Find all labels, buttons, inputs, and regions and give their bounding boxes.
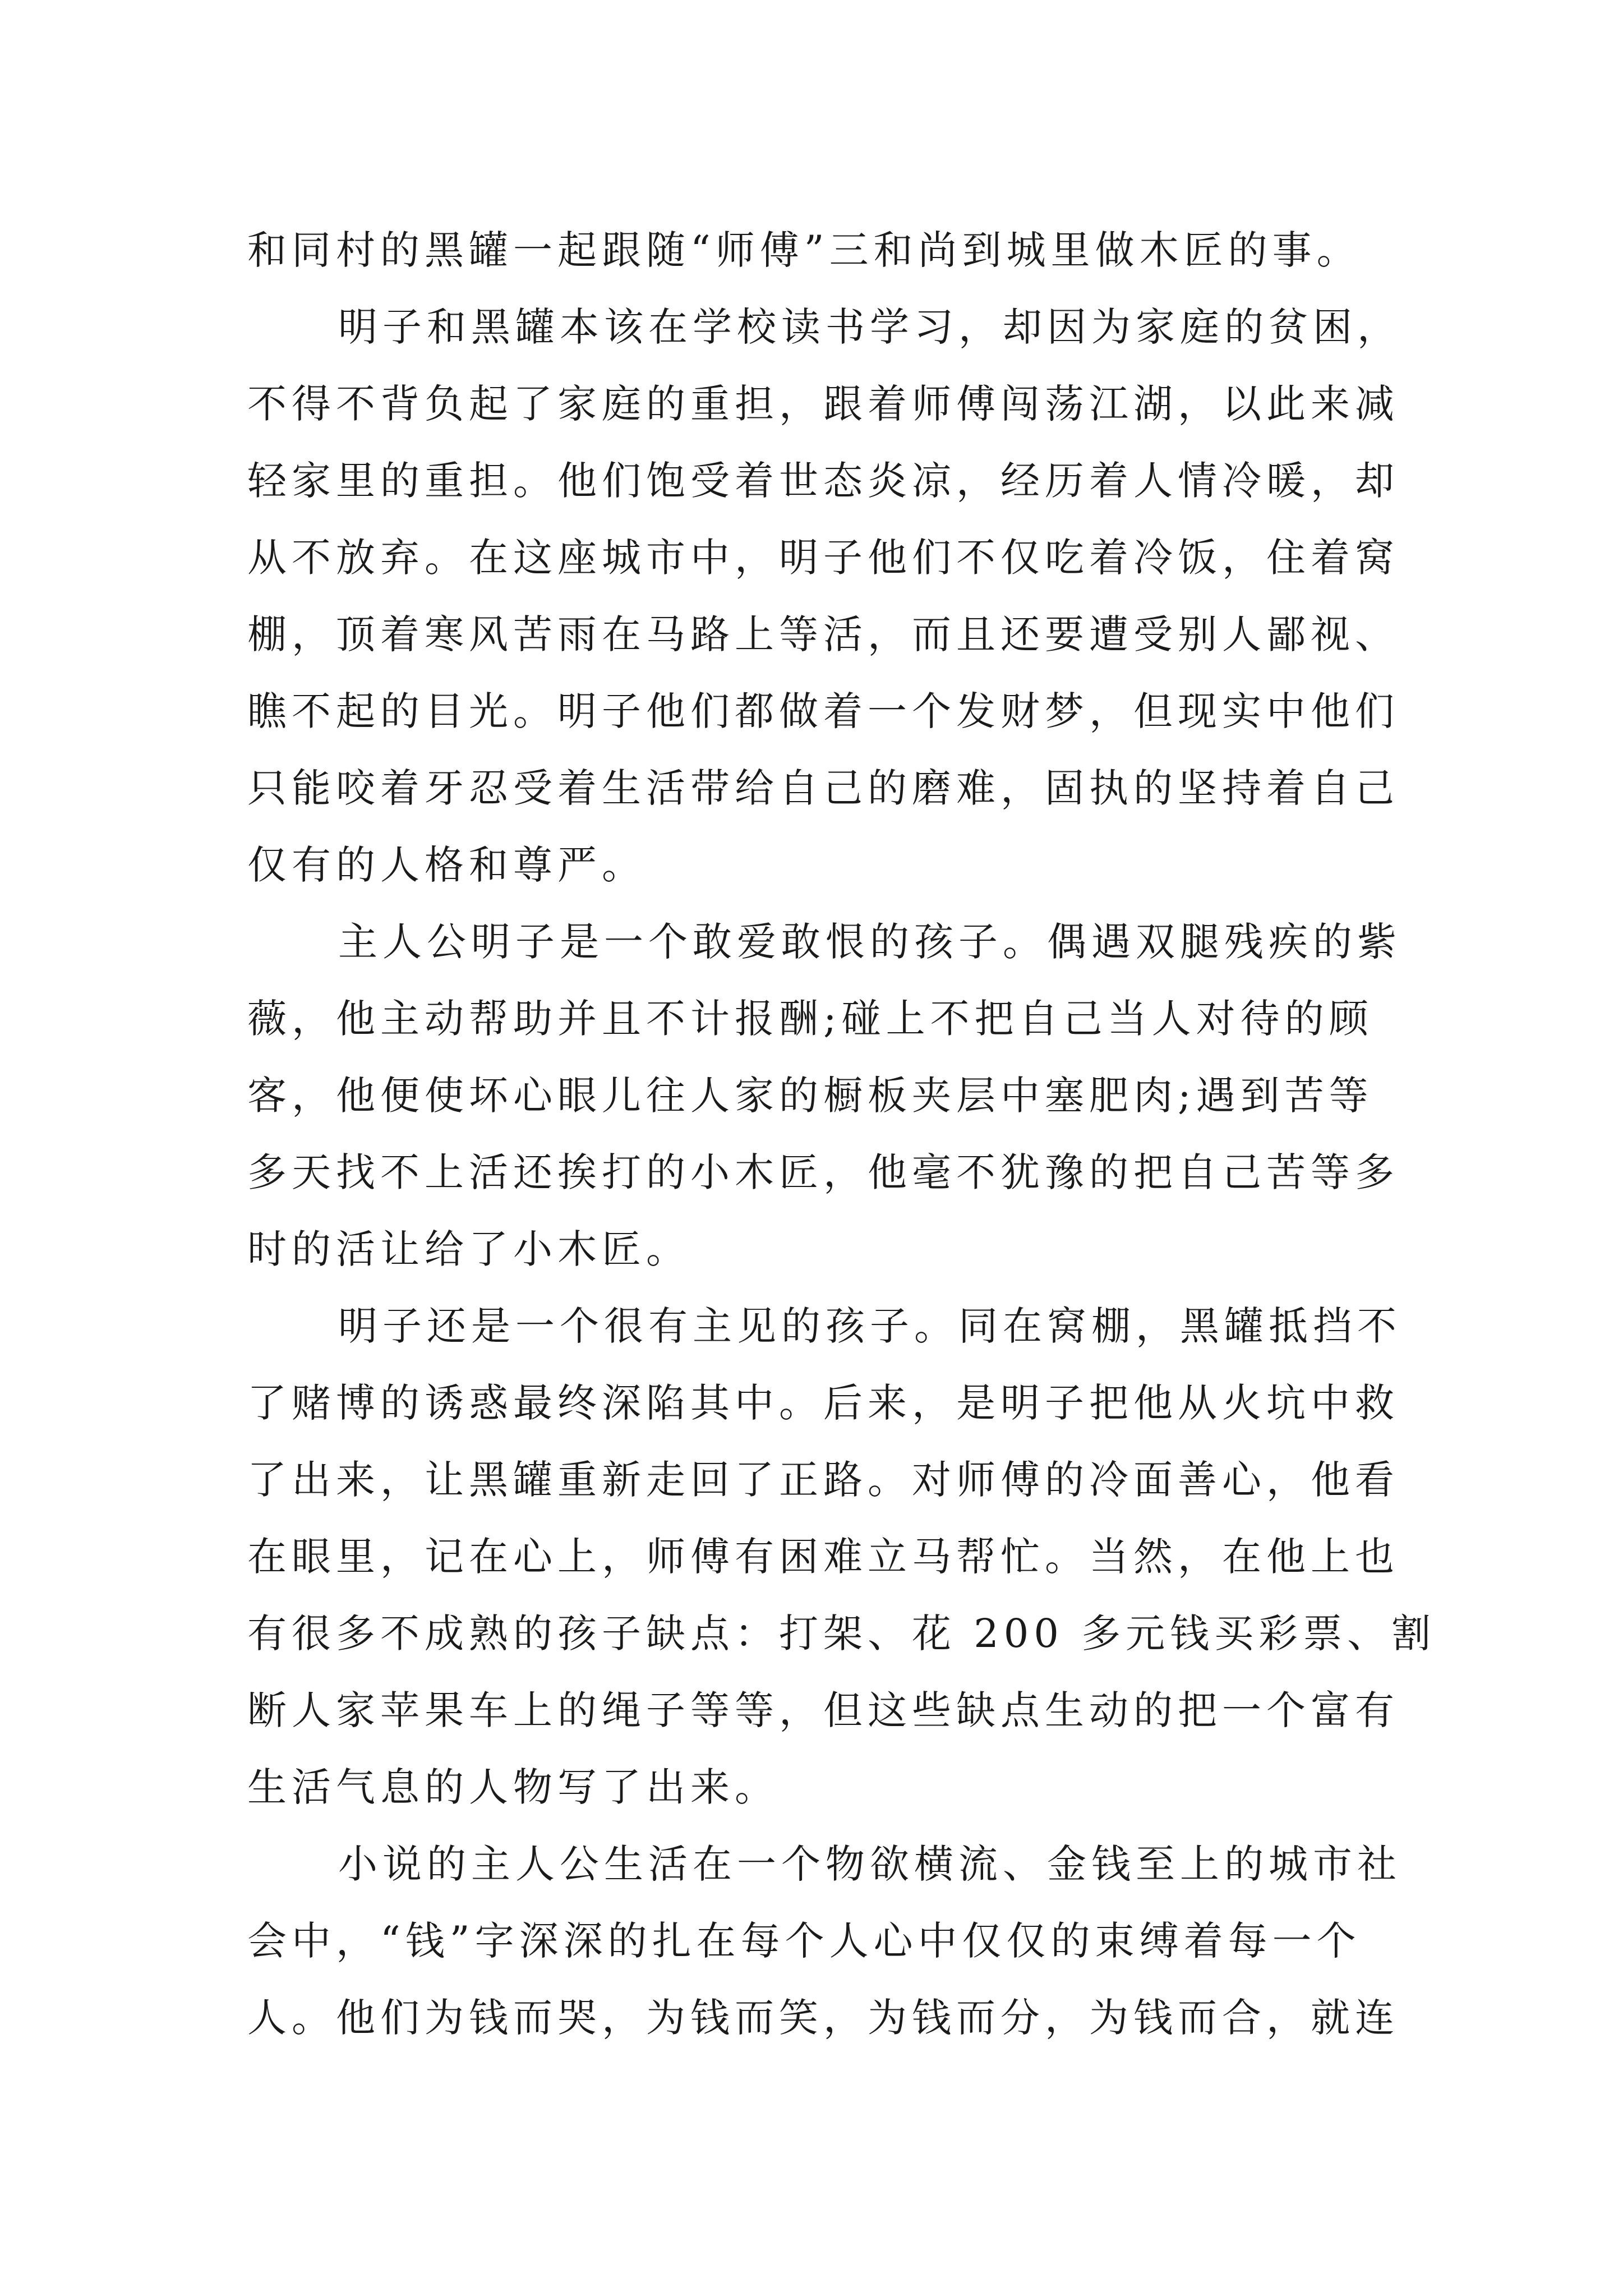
paragraph-start-line: 明子和黑罐本该在学校读书学习，却因为家庭的贫困， — [338, 304, 1401, 350]
text-line: 客，他便使坏心眼儿往人家的橱板夹层中塞肥肉;遇到苦等 — [247, 1073, 1373, 1119]
text-line: 人。他们为钱而哭，为钱而笑，为钱而分，为钱而合，就连 — [247, 1995, 1399, 2041]
text-line: 只能咬着牙忍受着生活带给自己的磨难，固执的坚持着自己 — [247, 765, 1399, 811]
text-line: 时的活让给了小木匠。 — [247, 1226, 690, 1272]
body-text — [247, 212, 1436, 2056]
text-line: 会中，“钱”字深深的扎在每个人心中仅仅的束缚着每一个 — [247, 1918, 1361, 1964]
text-line: 生活气息的人物写了出来。 — [247, 1764, 779, 1810]
text-line: 仅有的人格和尊严。 — [247, 842, 646, 888]
text-line: 有很多不成熟的孩子缺点：打架、花 200 多元钱买彩票、割 — [247, 1611, 1436, 1657]
text-line: 不得不背负起了家庭的重担，跟着师傅闯荡江湖，以此来减 — [247, 381, 1399, 427]
text-line: 在眼里，记在心上，师傅有困难立马帮忙。当然，在他上也 — [247, 1534, 1399, 1580]
text-line: 了赌博的诱惑最终深陷其中。后来，是明子把他从火坑中救 — [247, 1380, 1399, 1426]
text-line: 多天找不上活还挨打的小木匠，他毫不犹豫的把自己苦等多 — [247, 1149, 1399, 1195]
paragraph-start-line: 小说的主人公生活在一个物欲横流、金钱至上的城市社 — [338, 1841, 1401, 1887]
text-line: 薇，他主动帮助并且不计报酬;碰上不把自己当人对待的顾 — [247, 996, 1373, 1042]
text-line: 棚，顶着寒风苦雨在马路上等活，而且还要遭受别人鄙视、 — [247, 611, 1399, 657]
text-line: 轻家里的重担。他们饱受着世态炎凉，经历着人情冷暖，却 — [247, 458, 1399, 504]
text-line: 和同村的黑罐一起跟随“师傅”三和尚到城里做木匠的事。 — [247, 227, 1361, 273]
paragraph-start-line: 主人公明子是一个敢爱敢恨的孩子。偶遇双腿残疾的紫 — [338, 919, 1401, 965]
text-line: 瞧不起的目光。明子他们都做着一个发财梦，但现实中他们 — [247, 688, 1399, 734]
text-line: 了出来，让黑罐重新走回了正路。对师傅的冷面善心，他看 — [247, 1457, 1399, 1503]
text-line: 断人家苹果车上的绳子等等，但这些缺点生动的把一个富有 — [247, 1687, 1399, 1733]
text-line: 从不放弃。在这座城市中，明子他们不仅吃着冷饭，住着窝 — [247, 535, 1399, 581]
paragraph-start-line: 明子还是一个很有主见的孩子。同在窝棚，黑罐抵挡不 — [338, 1303, 1401, 1349]
